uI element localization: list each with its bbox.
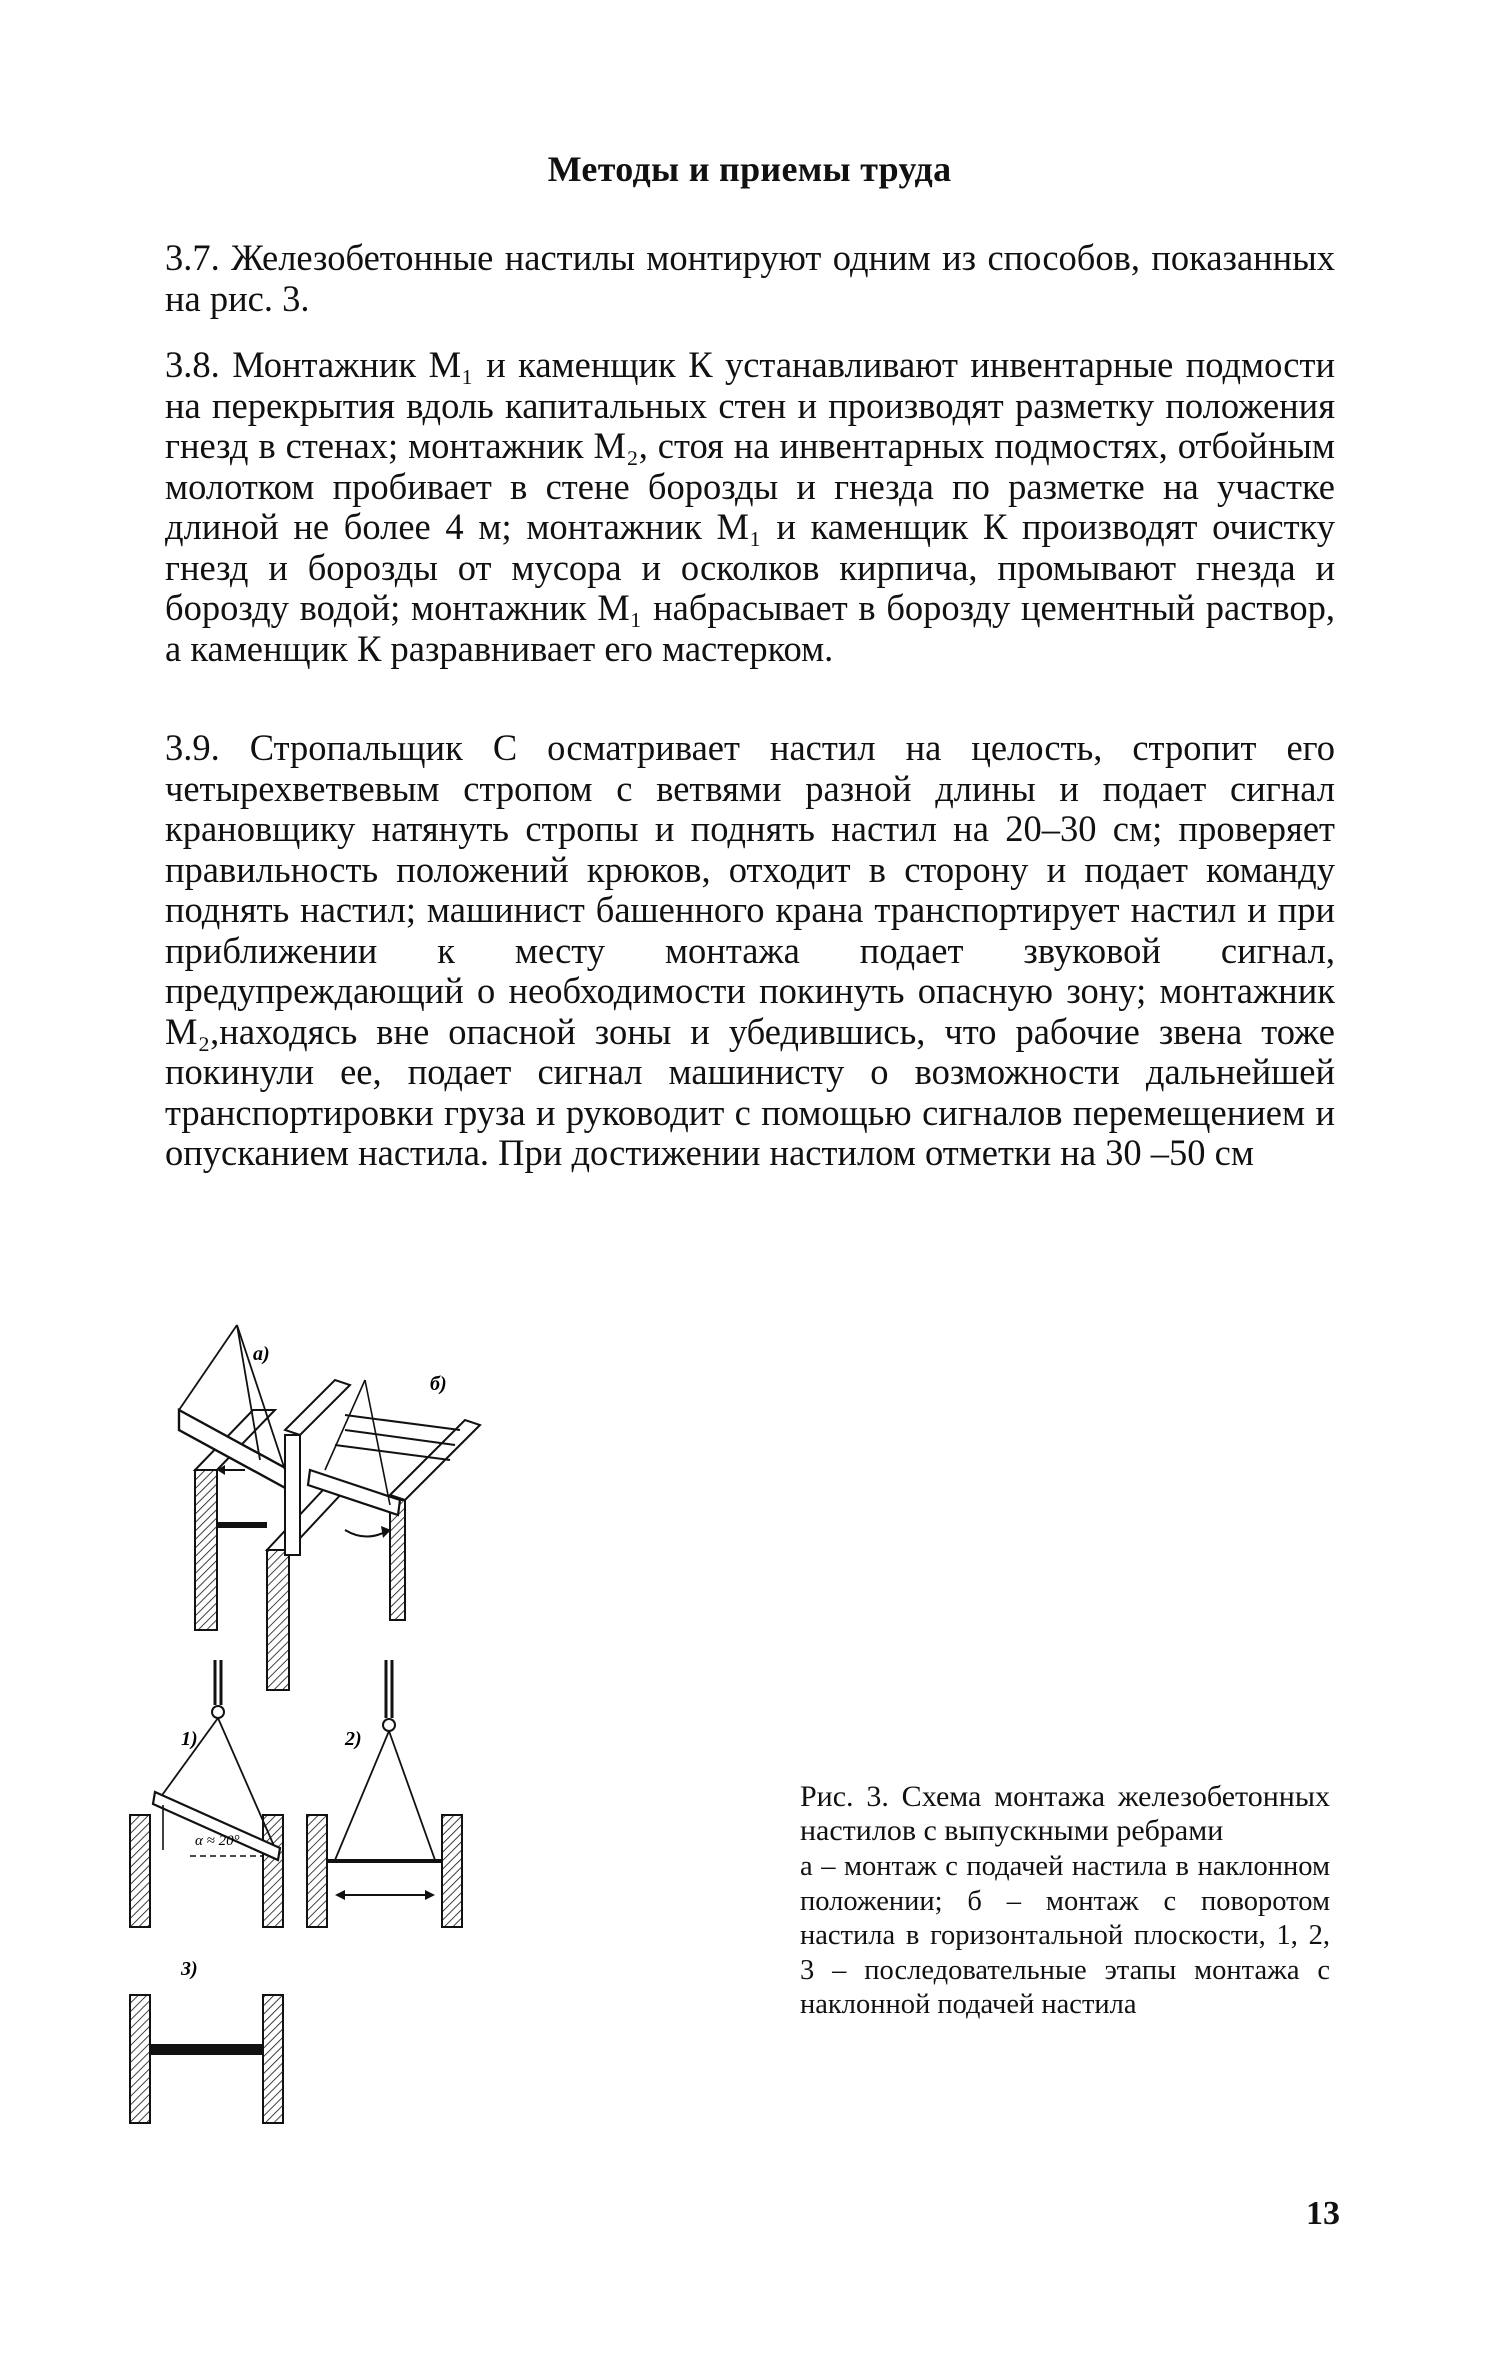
label-stage-2: 2) — [345, 1728, 362, 1750]
stage-1-drawing — [130, 1660, 283, 1927]
label-a: а) — [253, 1343, 270, 1365]
scheme-b-drawing — [285, 1373, 480, 1620]
label-stage-3: 3) — [181, 1958, 198, 1980]
page-number: 13 — [1306, 2195, 1340, 2232]
paragraph-3-7: 3.7. Железобетонные настилы монтируют одним из способов, показанных на рис. 3. — [165, 237, 1335, 319]
figure-caption-title: Рис. 3. Схема монтажа железобетонных настилов с выпускными ребрами — [800, 1780, 1330, 1847]
paragraph-3-8: 3.8. Монтажник М₁ и каменщик К устанавливают инвентарные подмости на перекрытия вдоль капитальных стен и производят разметку положения гнезд в стенах; монтажник М₂, стоя на инвентарных подмостях, отбойным молотком пробивает в стене борозды и гнезда по разметке на участке длиной не более 4 м; монтажник М₁ и каменщик К производят очистку гнезд и борозды от мусора и осколков кирпича, промывают гнезда и борозду водой; монтажник М₁ набрасывает в борозду цементный раствор, а каменщик К разравнивает его мастерком. — [165, 344, 1335, 669]
scheme-a-drawing — [179, 1325, 345, 1690]
section-heading: Методы и приемы труда — [547, 149, 952, 189]
figure-3-diagram — [181, 1320, 775, 2170]
paragraph-3-9: 3.9. Стропальщик С осматривает настил на целость, стропит его четырехветвевым стропом с ветвями разной длины и подает сигнал крановщику натянуть стропы и поднять настил на 20–30 см; проверяет правильность положений крюков, отходит в сторону и подает команду поднять настил; машинист башенного крана транспортирует настил и при приближении к месту монтажа подает звуковой сигнал, предупреждающий о необходимости покинуть опасную зону; монтажник М₂,находясь вне опасной зоны и убедившись, что рабочие звена тоже покинули ее, подает сигнал машинисту о возможности дальнейшей транспортировки груза и руководит с помощью сигналов перемещением и опусканием настила. При достижении настилом отметки на 30 –50 см — [165, 727, 1335, 1173]
angle-label: α ≈ 20° — [195, 1833, 240, 1849]
stage-3-drawing — [130, 1958, 283, 2123]
figure-caption-description: а – монтаж с подачей настила в наклонном положении; б – монтаж с поворотом настила в горизонтальной плоскости, 1, 2, 3 – последовательные этапы монтажа с наклонной подачей настила — [800, 1851, 1330, 2020]
label-stage-1: 1) — [181, 1728, 198, 1750]
label-b: б) — [430, 1373, 447, 1395]
stage-2-drawing — [307, 1660, 462, 1927]
figure-caption — [800, 1780, 1330, 2023]
